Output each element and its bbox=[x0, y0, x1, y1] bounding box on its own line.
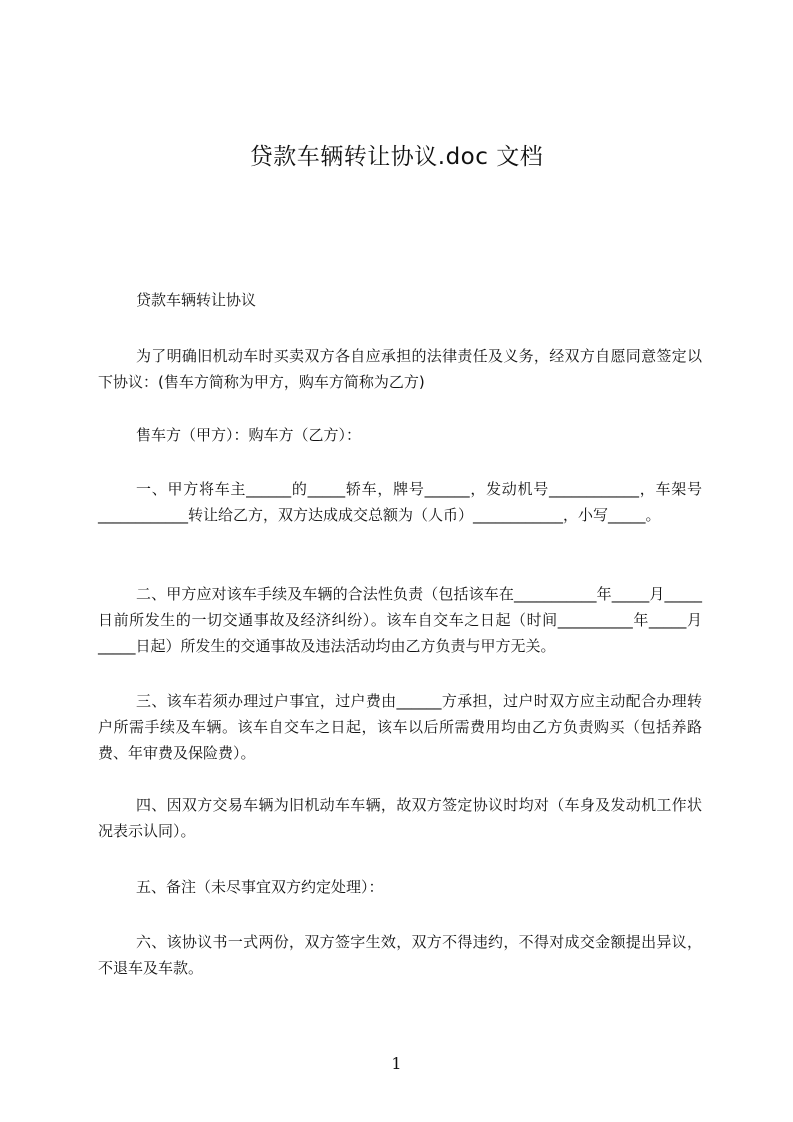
paragraph-intro: 为了明确旧机动车时买卖双方各自应承担的法律责任及义务，经双方自愿同意签定以下协议：(售车方简称为甲方，购车方简称为乙方) bbox=[98, 347, 702, 391]
paragraph-clause-3: 三、该车若须办理过户事宜，过户费由______方承担，过户时双方应主动配合办理转户所需手续及车辆。该车自交车之日起，该车以后所需费用均由乙方负责购买（包括养路费、年审费及保险费）。 bbox=[98, 692, 702, 762]
paragraph-clause-4: 四、因双方交易车辆为旧机动车车辆，故双方签定协议时均对（车身及发动机工作状况表示认同）。 bbox=[98, 796, 702, 840]
document-title: 贷款车辆转让协议.doc 文档 bbox=[249, 144, 544, 170]
paragraph-clause-1: 一、甲方将车主______的_____轿车，牌号______，发动机号____________，车架号____________转让给乙方，双方达成成交总额为（人币）____________，小写_____。 bbox=[98, 480, 702, 524]
paragraph-clause-2: 二、甲方应对该车手续及车辆的合法性负责（包括该车在___________年_____月_____日前所发生的一切交通事故及经济纠纷）。该车自交车之日起（时间__________年_____月_____日起）所发生的交通事故及违法活动均由乙方负责与甲方无关。 bbox=[98, 585, 702, 655]
paragraph-parties: 售车方（甲方）：购车方（乙方）： bbox=[136, 426, 362, 444]
paragraph-clause-6: 六、该协议书一式两份，双方签字生效，双方不得违约，不得对成交金额提出异议，不退车及车款。 bbox=[98, 933, 702, 977]
paragraph-clause-5: 五、备注（未尽事宜双方约定处理）： bbox=[136, 878, 384, 896]
page-number: 1 bbox=[391, 1054, 402, 1073]
agreement-heading: 贷款车辆转让协议 bbox=[136, 291, 257, 309]
